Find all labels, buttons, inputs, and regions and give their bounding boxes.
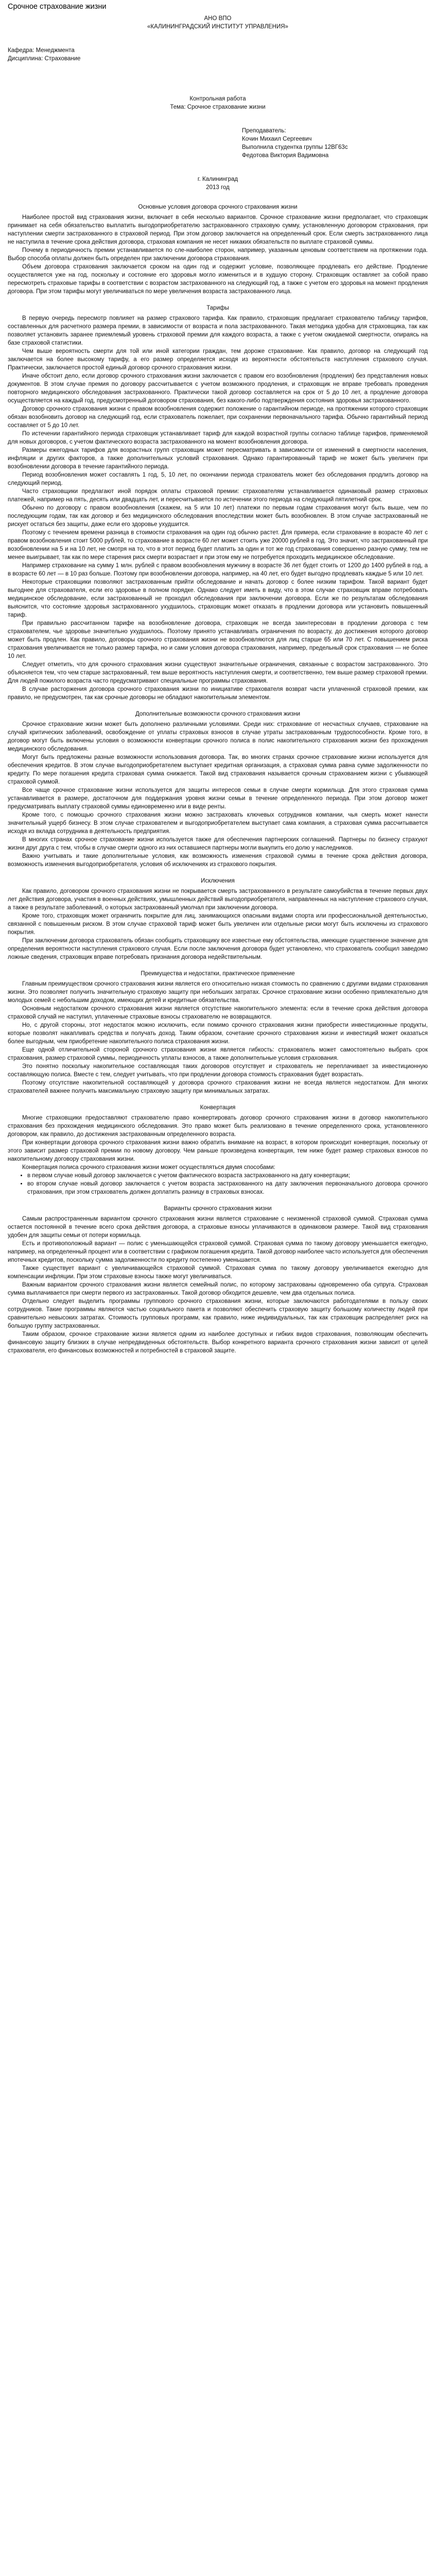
paragraph: Наиболее простой вид страхования жизни, включает в себя несколько вариантов. Срочное страхование жизни предполагает, что страховщик принимает на себя обязательство выплатить выгодоприобретателю застрахованного страховую сумму, установленную договором страхования, при наступлении смерти застрахованного в страховой период. При этом договор заключается на определенный срок. Если смерть застрахованного лица не наступила в течение срока действия договора, страховая компания не несет никаких обязательств по выплате страховой суммы. [8,214,428,245]
section-heading: Конвертация [200,1105,236,1111]
paragraph: Кроме того, страховщик может ограничить покрытие для лиц, занимающихся опасными видами спорта или профессиональной деятельностью, связанной с повышенным риском. В этом случае страховой тариф может быть увеличен или отдельные риски могут быть исключены из страхового покрытия. [8,913,428,936]
section-heading: Дополнительные возможности срочного страхования жизни [135,711,301,717]
paragraph: Конвертация полиса срочного страхования жизни может осуществляться двумя способами: [22,1164,275,1171]
signature-block [242,127,428,160]
student-name: Федотова Виктория Вадимовна [242,152,329,159]
section-heading: Тарифы [206,305,229,311]
paragraph: Но, с другой стороны, этот недостаток можно исключить, если помимо срочного страхования жизни приобрести инвестиционные продукты, которые позволят накапливать средства и получать доход. Таким образом, сочетание срочного страхования жизни и инвестиций может оказаться более выгодным, чем приобретение накопительного полиса страхования жизни. [8,1022,428,1045]
paragraph: По истечении гарантийного периода страховщик устанавливает тариф для каждой возрастной группы согласно таблице тарифов, применяемой для новых договоров, с учетом фактического возраста застрахованного на момент возобновления договора. [8,431,428,445]
paragraph: Главным преимуществом срочного страхования жизни является его относительно низкая стоимость по сравнению с другими видами страхования жизни. Это позволяет получить значительную страховую защиту при небольших затратах. Срочное страхование жизни особенно привлекательно для молодых семей с небольшим доходом, имеющих детей и кредитные обязательства. [8,981,428,1004]
paragraph: Размеры ежегодных тарифов для возрастных групп страховщик может пересматривать в зависимости от изменений в смертности населения, инфляции и других факторов, а также дополнительных условий страхования. Однако гарантированный тариф не может быть увеличен при возобновлении договора в течение гарантийного периода. [8,447,428,470]
paragraph: В случае расторжения договора срочного страхования жизни по инициативе страхователя возврат части уплаченной страховой премии, как правило, не предусмотрен, так как срочные договоры не обладают накопительным элементом. [8,686,428,701]
paragraph: Основным недостатком срочного страхования жизни является отсутствие накопительного элемента: если в течение срока действия договора страховой случай не наступил, уплаченные страховые взносы страхователю не возвращаются. [8,1006,428,1020]
teacher-name: Кочин Михаил Сергеевич [242,136,312,142]
paragraph: Отдельно следует выделить программы группового срочного страхования жизни, которые заключаются работодателями в пользу своих сотрудников. Такие программы являются частью социального пакета и позволяют обеспечить страховую защиту большому количеству людей при сравнительно невысоких затратах. Стоимость групповых программ, как правило, ниже индивидуальных, так как страховщик распределяет риск на большую группу застрахованных. [8,1298,428,1329]
paragraph: Есть и противоположный вариант — полис с уменьшающейся страховой суммой. Страховая сумма по такому договору уменьшается ежегодно, например, на определенный процент или в соответствии с графиком погашения кредита. Такой договор наиболее часто используется для обеспечения ипотечных кредитов, поскольку сумма задолженности по кредиту постепенно уменьшается. [8,1241,428,1263]
work-topic: Тема: Срочное страхование жизни [170,104,266,110]
paragraph: Важным вариантом срочного страхования жизни является семейный полис, по которому застрахованы одновременно оба супруга. Страховая сумма выплачивается при смерти первого из застрахованных. Такой договор обходится дешевле, чем два отдельных полиса. [8,1282,428,1296]
paragraph: Еще одной отличительной стороной срочного страхования жизни является гибкость: страхователь может самостоятельно выбрать срок страхования, размер страховой суммы, периодичность уплаты взносов, а также дополнительные условия страхования. [8,1047,428,1061]
paragraph: Срочное страхование жизни может быть дополнено различными условиями. Среди них: страхование от несчастных случаев, страхование на случай критических заболеваний, освобождение от уплаты страховых взносов в случае утраты застрахованным трудоспособности. Кроме того, в договор могут быть включены условия о возможности конвертации срочного полиса в полис накопительного страхования жизни без прохождения медицинского обследования. [8,721,428,752]
paragraph: Почему в периодичность премии устанавливается по сле-наиболее сторон, например, указанным ценовым соответствием на протяжении года. Выбор способа оплаты должен быть определен при заключении договора страхования. [8,247,428,262]
paragraph: Также существует вариант с увеличивающейся страховой суммой. Страховая сумма по такому договору увеличивается ежегодно для компенсации инфляции. При этом страховые взносы также могут увеличиваться. [8,1265,428,1280]
city: г. Калининград [197,176,238,182]
document-title: Срочное страхование жизни [8,3,107,11]
paragraph: Как правило, договором срочного страхования жизни не покрывается смерть застрахованного в результате самоубийства в течение первых двух лет действия договора, участия в военных действиях, умышленных действий выгодоприобретателя, направленных на наступление страхового случая, а также в результате заболеваний, о которых застрахованный умолчал при заключении договора. [8,888,428,911]
paragraph: Чем выше вероятность смерти для той или иной категории граждан, тем дороже страхование. Как правило, договор на следующий год заключается на более высокому тарифу, а его размер определяется исходя из вероятности обстоятельств наступления страхового случая. Практически, заключается простой единый договор срочного страхования жизни. [8,348,428,371]
paragraph: Объем договора страхования заключается сроком на один год и содержит условие, позволяющее продлевать его действие. Продление осуществляется уже на год, поскольку и состояние его здоровья могло измениться и в худшую сторону. Страховщик оставляет за собой право пересмотреть страховые тарифы в соответствии с возрастом застрахованного на следующий год, а также с учетом его здоровья на момент продления договора. При этом тарифы могут увеличиваться по мере увеличения возраста застрахованного лица. [8,264,428,295]
section-heading: Исключения [201,878,235,884]
paragraph: Кроме того, с помощью срочного страхования жизни можно застраховать ключевых сотрудников компании, чья смерть может нанести значительный ущерб бизнесу. В этом случае страхователем и выгодоприобретателем выступает сама компания, а страховая сумма рассчитывается исходя из вклада сотрудника в деятельность предприятия. [8,812,428,835]
paragraph: При конвертации договора срочного страхования жизни важно обратить внимание на возраст, в котором происходит конвертация, поскольку от этого зависит размер страховой премии по новому договору. Чем раньше произведена конвертация, тем ниже будет размер страховых взносов по накопительному договору страхования жизни. [8,1140,428,1162]
paragraph: Некоторые страховщики позволяют застрахованным прийти обследование и начать договор с более низким тарифом. Такой вариант будет выгоднее для страхователя, если его здоровье в полном порядке. Однако следует иметь в виду, что в этом случае страховщик вправе потребовать медицинское обследование, если застрахованный не проходил обследования при заключении договора. Если же по результатам обследования выяснится, что состояние здоровья застрахованного ухудшилось, страховщик может отказать в продлении договора или установить повышенный тариф. [8,579,428,618]
paragraph: Период возобновления может составлять 1 год, 5, 10 лет, по окончании периода страхователь может без обследования продлить договор на следующий период. [8,472,428,486]
work-type: Контрольная работа [189,96,246,102]
paragraph: Часто страховщики предлагают иной порядок оплаты страховой премии: страхователям устанавливается одинаковый размер страховых платежей, например на пять, десять или двадцать лет, и пересчитывается по истечении этого периода на следующий пятилетний срок. [8,488,428,503]
paragraph: В первую очередь пересмотр повлияет на размер страхового тарифа. Как правило, страховщик предлагает страхователю таблицу тарифов, составленных для расчетного размера премии, в зависимости от возраста и пола застрахованного. Такая методика удобна для страховщика, так как позволяет установить заранее приемлемый уровень страховой премии для каждого возраста, а также с учетом ожидаемой смертности, опираясь на базе страховой статистики. [8,315,428,346]
discipline-line: Дисциплина: Страхование [8,56,81,62]
department-line: Кафедра: Менеджмента [8,47,75,54]
paragraph: Это понятно поскольку накопительное составляющая таких договоров отсутствует и страхователь не переплачивает за инвестиционную составляющую полиса. Вместе с тем, следует учитывать, что при продлении договора стоимость страхования будет возрастать. [8,1063,428,1078]
document-body [8,203,428,1363]
bullet-item: • во втором случае новый договор заключается с учетом возраста застрахованного на дату заключения первоначального договора срочного страхования, при этом страхователь должен доплатить разницу в страховых взносах. [27,1180,428,1196]
paragraph: Поэтому с течением времени разница в стоимости страхования на один год обычно растет. Для примера, если страхование в возрасте 40 лет с правом возобновления стоит 5000 рублей, то страхование в возрасте 60 лет может стоить уже 20000 рублей в год. Это значит, что застрахованный при возобновлении на 5 и на 10 лет, не смотря на то, что в этот период будет платить за один и тот же год страхования совершенно разную сумму, тем не менее выигрывает, так как по мере старения риск смерти возрастает и при этом ему не потребуется проходить медицинское обследование. [8,530,428,561]
institution-line: «КАЛИНИНГРАДСКИЙ ИНСТИТУТ УПРАВЛЕНИЯ» [147,24,288,30]
institution-header [8,14,428,31]
paragraph: Договор срочного страхования жизни с правом возобновления содержит положение о гарантийном периоде, на протяжении которого страховщик обязан возобновить договор на следующий год, если страхователь пожелает, при сохранении первоначального тарифа. Обычно гарантийный период составляет от 5 до 10 лет. [8,406,428,429]
teacher-label: Преподаватель: [242,128,286,134]
paragraph: Самым распространенным вариантом срочного страхования жизни является страхование с неизменной страховой суммой. Страховая сумма остается постоянной в течение всего срока действия договора, а страховые взносы уплачиваются в одинаковом размере. Такой вид страхования удобен для защиты семьи от потери кормильца. [8,1216,428,1239]
paragraph: При заключении договора страхователь обязан сообщить страховщику все известные ему обстоятельства, имеющие существенное значение для определения вероятности наступления страхового случая. Если после заключения договора будет установлено, что страхователь сообщил заведомо ложные сведения, страховщик вправе потребовать признания договора недействительным. [8,938,428,960]
paragraph: Обычно по договору с правом возобновления (скажем, на 5 или 10 лет) платежи по первым годам страхования могут быть выше, чем по последующим годам, так как договор и без медицинского обследования впоследствии может быть возобновлен. В этом случае застрахованный не рискует остаться без защиты, даже если его здоровье ухудшится. [8,505,428,528]
paragraph: Таким образом, срочное страхование жизни является одним из наиболее доступных и гибких видов страхования, позволяющим обеспечить финансовую защиту близких в случае непредвиденных обстоятельств. Выбор конкретного варианта срочного страхования жизни зависит от целей страхователя, его финансовых возможностей и потребностей в страховой защите. [8,1331,428,1354]
paragraph: Все чаще срочное страхование жизни используется для защиты интересов семьи в случае смерти кормильца. Для этого страховая сумма устанавливается в размере, достаточном для поддержания уровня жизни семьи в течение определенного периода. При этом договор может предусматривать выплату страховой суммы единовременно или в виде ренты. [8,787,428,810]
bullet-item: • в первом случае новый договор заключается с учетом фактического возраста застрахованного на дату конвертации; [27,1172,428,1180]
institution-line: АНО ВПО [204,15,232,22]
paragraph: Многие страховщики предоставляют страхователю право конвертировать договор срочного страхования жизни в договор накопительного страхования без прохождения медицинского обследования. Это право может быть реализовано в течение определенного срока, установленного договором, как правило, до достижения застрахованным определенного возраста. [8,1115,428,1138]
section-heading: Основные условия договора срочного страхования жизни [138,204,298,210]
section-heading: Варианты срочного страхования жизни [164,1206,272,1212]
paragraph: Поэтому отсутствие накопительной составляющей у договора срочного страхования жизни не всегда является недостатком. Для многих страхователей важнее получить максимальную страховую защиту при минимальных затратах. [8,1080,428,1094]
paragraph: Иначе обстоит дело, если договор срочного страхования жизни заключается с правом его возобновления (продления) без представления новых документов. В этом случае премия по договору рассчитывается с учетом возможного продления, и страховщик не вправе требовать проведения повторного медицинского обследования застрахованного. Практически такой договор составляется на срок от 5 до 10 лет, а продление договора осуществляется на каждый год, предусмотренный договором страхования, без какого-либо подтверждения состояния здоровья застрахованного. [8,373,428,404]
paragraph: Важно учитывать и такие дополнительные условия, как возможность изменения страховой суммы в течение срока действия договора, возможность изменения выгодоприобретателя, условия об исключениях из страхового покрытия. [8,853,428,868]
bullet-list [8,1172,428,1196]
paragraph: Следует отметить, что для срочного страхования жизни существуют значительные ограничения, связанные с возрастом застрахованного. Это объясняется тем, что чем старше застрахованный, тем выше вероятность наступления смерти, и соответственно, тем выше размер страховой премии. Для людей пожилого возраста часто предусматривают специальные программы страхования. [8,662,428,684]
paragraph: В многих странах срочное страхование жизни используется также для обеспечения партнерских соглашений. Партнеры по бизнесу страхуют жизни друг друга с тем, чтобы в случае смерти одного из них оставшиеся партнеры могли выкупить его долю у наследников. [8,837,428,851]
paragraph: При правильно рассчитанном тарифе на возобновление договора, страховщик не всегда заинтересован в продлении договора с тем страхователем, чье здоровье значительно ухудшилось. Поэтому принято устанавливать ограничения по возрасту, до достижения которого договор может быть продлен. Как правило, договоры срочного страхования жизни не возобновляются для лиц старше 65 или 70 лет. С повышением риска страхования увеличивается не только размер тарифа, но и сами условия договора страхования, например, предельный срок страхования — не более 10 лет. [8,620,428,659]
student-label: Выполнила студентка группы 12ВГ63с [242,144,348,150]
section-heading: Преимущества и недостатки, практическое применение [141,971,295,977]
year: 2013 год [206,184,230,191]
paragraph: Могут быть предложены разные возможности использования договора. Так, во многих странах срочное страхование жизни используется для обеспечения кредитов. В этом случае выгодоприобретателем выступает кредитная организация, а страховая сумма равна сумме задолженности по кредиту. По мере погашения кредита страховая сумма снижается. Такой вид страхования называется срочным страхованием жизни с убывающей страховой суммой. [8,754,428,785]
paragraph: Например страхование на сумму 1 млн. рублей с правом возобновления мужчину в возрасте 36 лет будет стоить от 1200 до 1400 рублей в год, а в возрасте 60 лет — в 10 раз больше. Поэтому при возобновлении договора, например, на 40 лет, его будет выгодно продлевать каждые 5 или 10 лет. [8,563,428,577]
